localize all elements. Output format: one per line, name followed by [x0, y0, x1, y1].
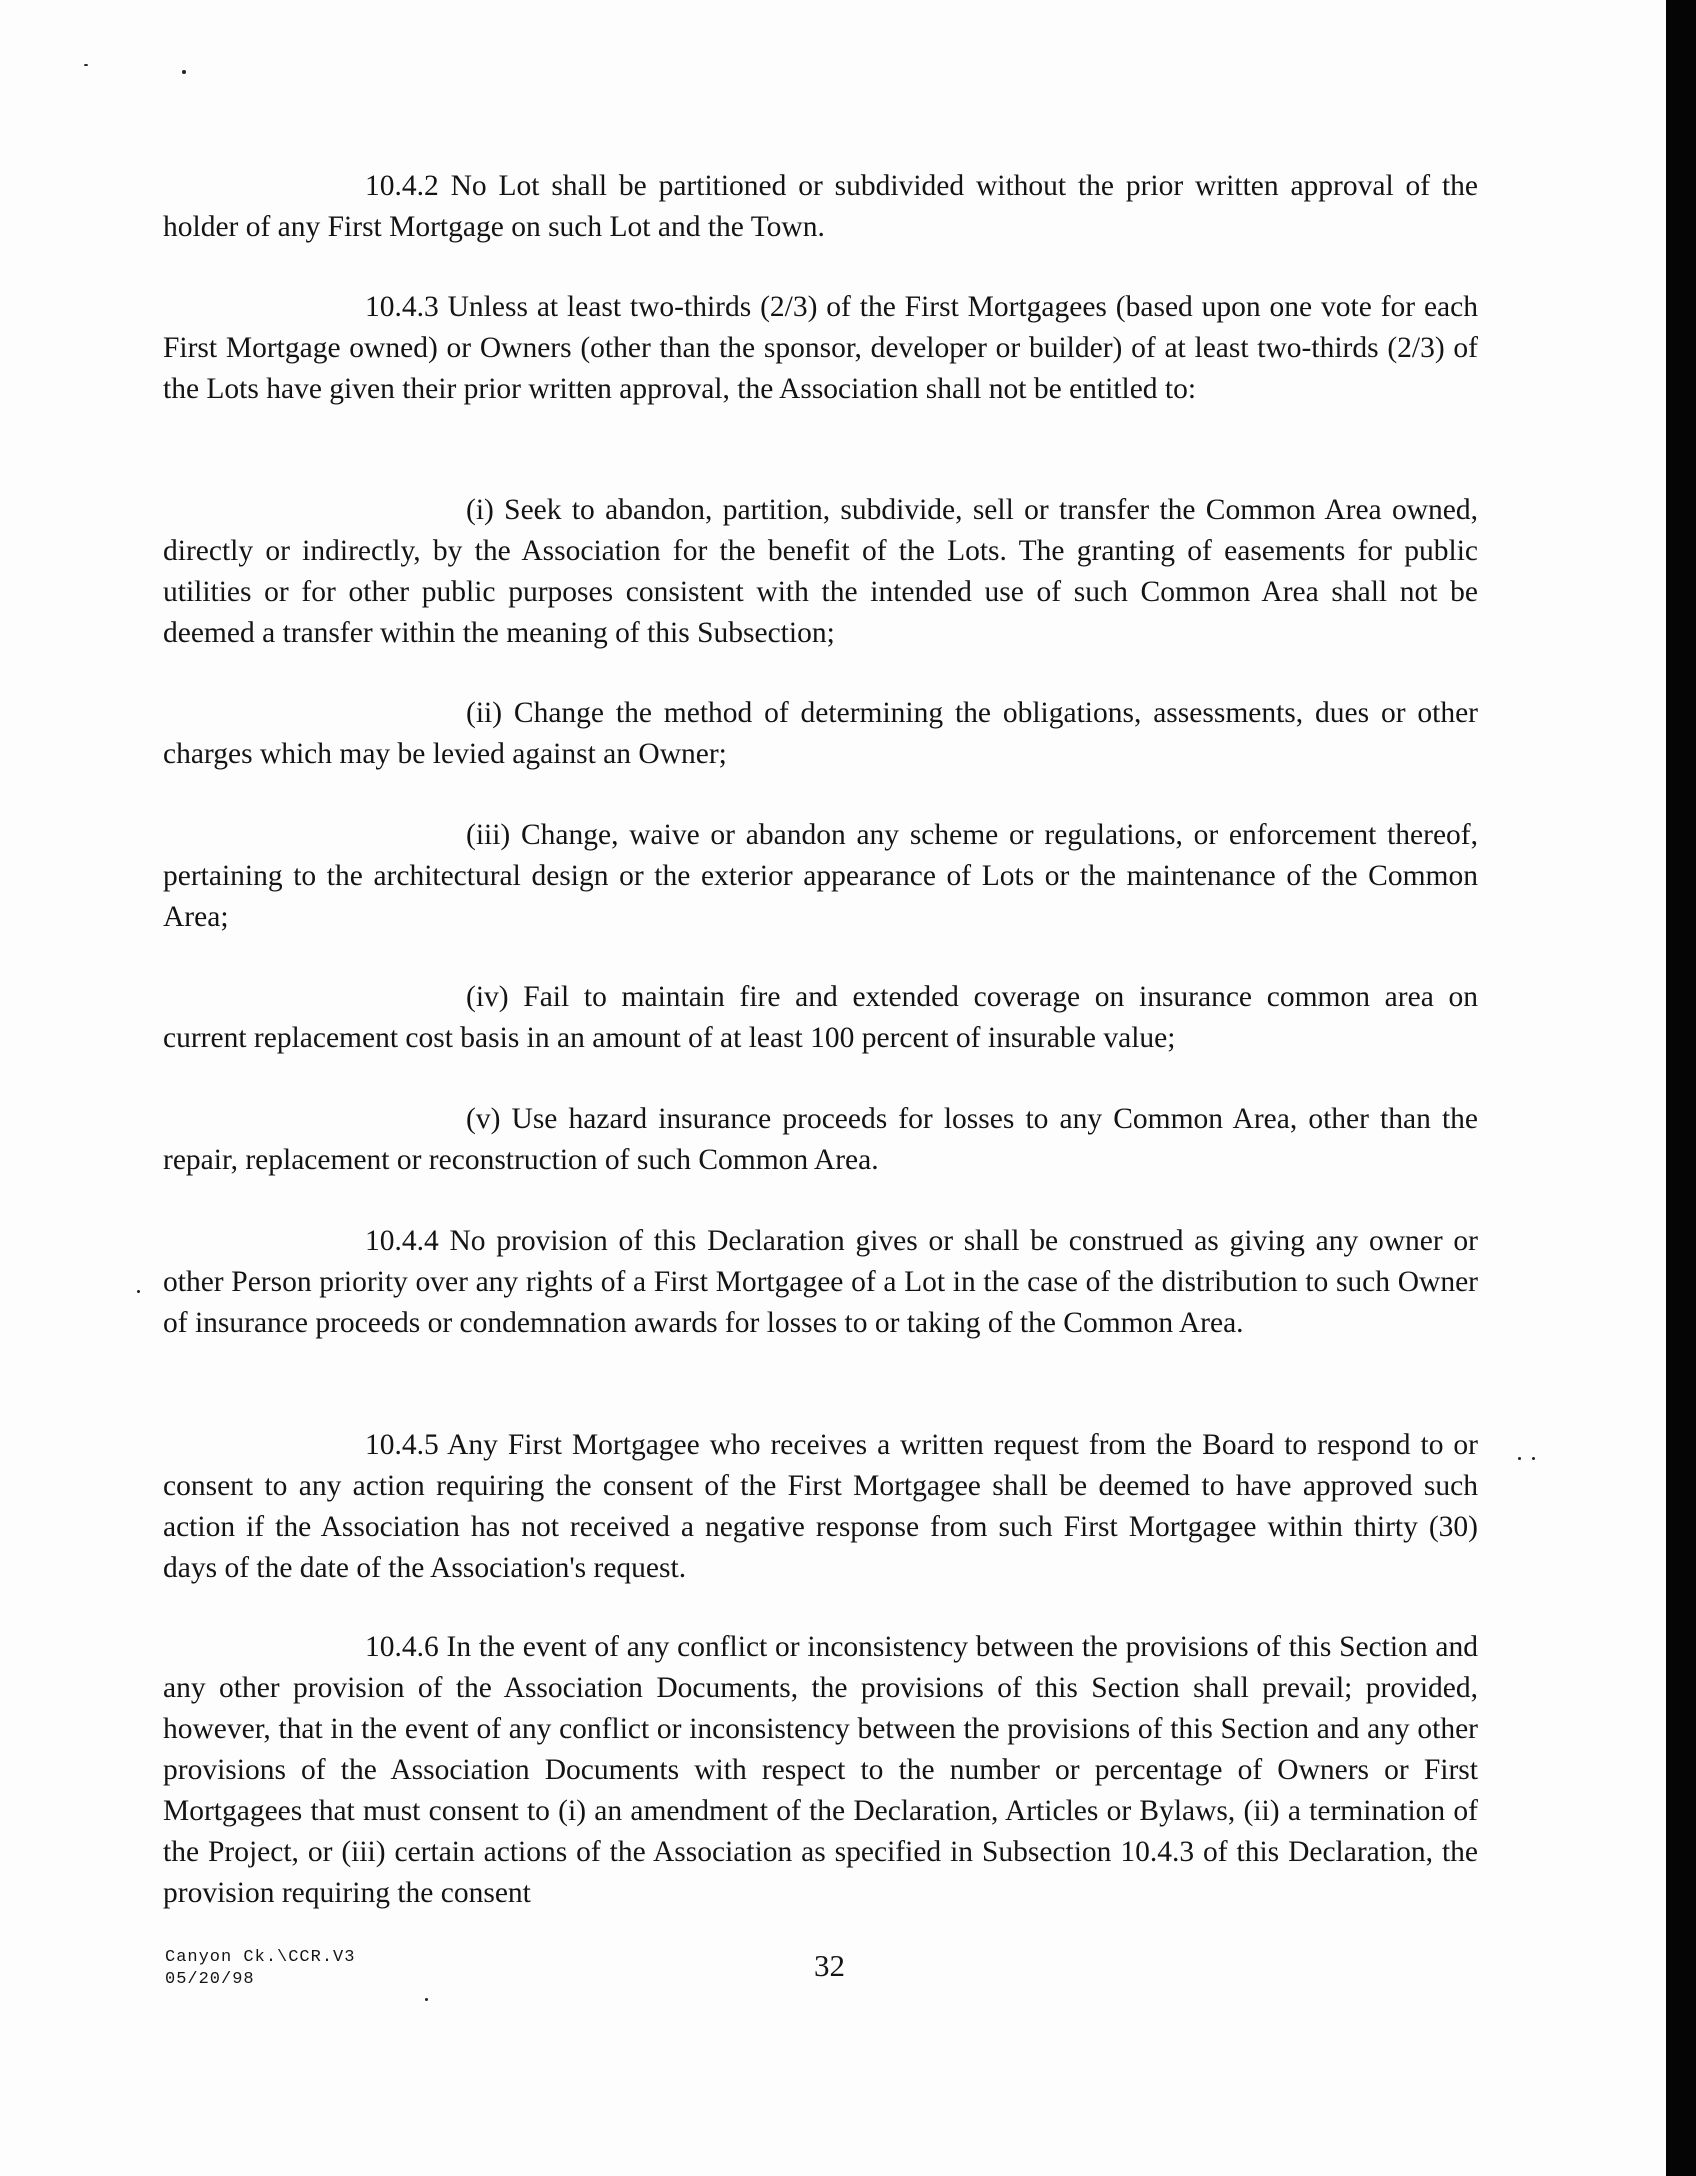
scan-speck [425, 1998, 428, 2001]
scan-speck [137, 1290, 140, 1293]
footer-file-ref: Canyon Ck.\CCR.V3 [165, 1948, 356, 1967]
paragraph-10-4-3: 10.4.3 Unless at least two-thirds (2/3) of the First Mortgagees (based upon one vote for each First Mortgage owned) or Owners (other than the sponsor, developer or builder) of at least two-thirds (2/3) of the Lots have given their prior written approval, the Association shall not be entitled to: [163, 291, 1478, 405]
paragraph-10-4-5: 10.4.5 Any First Mortgagee who receives a written request from the Board to respond to or consent to any action requiring the consent of the First Mortgagee shall be deemed to have approved such action if the Association has not received a negative response from such First Mortgagee within thirty (30) days of the date of the Association's request. [163, 1429, 1478, 1584]
paragraph-10-4-2: 10.4.2 No Lot shall be partitioned or subdivided without the prior written approval of the holder of any First Mortgage on such Lot and the Town. [163, 170, 1478, 243]
subparagraph-v: (v) Use hazard insurance proceeds for losses to any Common Area, other than the repair, replacement or reconstruction of such Common Area. [163, 1103, 1478, 1176]
paragraph-10-4-6: 10.4.6 In the event of any conflict or inconsistency between the provisions of this Section and any other provision of the Association Documents, the provisions of this Section shall prevail; provided, however, that in the event of any conflict or inconsistency between the provisions of this Section and any other provisions of the Association Documents with respect to the number or percentage of Owners or First Mortgagees that must consent to (i) an amendment of the Declaration, Articles or Bylaws, (ii) a termination of the Project, or (iii) certain actions of the Association as specified in Subsection 10.4.3 of this Declaration, the provision requiring the consent [163, 1631, 1478, 1909]
scan-edge-border [1666, 0, 1696, 2176]
footer-date: 05/20/98 [165, 1970, 255, 1989]
scan-speck [1518, 1457, 1521, 1460]
subparagraph-iv: (iv) Fail to maintain fire and extended coverage on insurance common area on current replacement cost basis in an amount of at least 100 percent of insurable value; [163, 981, 1478, 1054]
scan-speck [1532, 1457, 1535, 1460]
scan-speck [182, 70, 186, 74]
subparagraph-ii: (ii) Change the method of determining the obligations, assessments, dues or other charges which may be levied against an Owner; [163, 697, 1478, 770]
paragraph-10-4-4: 10.4.4 No provision of this Declaration gives or shall be construed as giving any owner or other Person priority over any rights of a First Mortgagee of a Lot in the case of the distribution to such Owner of insurance proceeds or condemnation awards for losses to or taking of the Common Area. [163, 1225, 1478, 1339]
page-number: 32 [814, 1948, 845, 1983]
subparagraph-i: (i) Seek to abandon, partition, subdivide, sell or transfer the Common Area owned, directly or indirectly, by the Association for the benefit of the Lots. The granting of easements for public utilities or for other public purposes consistent with the intended use of such Common Area shall not be deemed a transfer within the meaning of this Subsection; [163, 494, 1478, 649]
scan-speck [84, 64, 88, 66]
subparagraph-iii: (iii) Change, waive or abandon any scheme or regulations, or enforcement thereof, pertaining to the architectural design or the exterior appearance of Lots or the maintenance of the Common Area; [163, 819, 1478, 933]
footer-file-reference [165, 1947, 355, 1991]
